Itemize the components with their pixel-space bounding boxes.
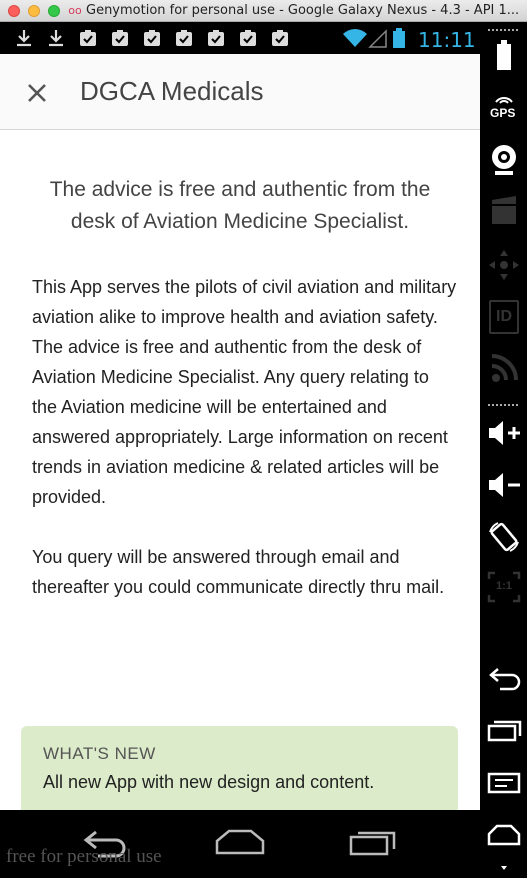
back-icon[interactable] — [486, 662, 522, 696]
whats-new-heading: WHAT'S NEW — [43, 744, 156, 763]
wifi-icon — [342, 28, 368, 48]
rss-feed-icon[interactable] — [486, 352, 522, 386]
clipboard-check-icon — [270, 28, 290, 48]
screencast-clapper-icon[interactable] — [486, 194, 522, 228]
window-title: Genymotion for personal use - Google Galaxy Nexus - 4.3 - API 1... — [86, 3, 520, 18]
volume-up-icon[interactable] — [486, 416, 522, 450]
home-icon[interactable] — [486, 818, 522, 852]
battery-widget-icon[interactable] — [486, 38, 522, 72]
genymotion-logo-icon: oo — [68, 4, 82, 17]
ratio-label: 1:1 — [496, 580, 512, 592]
status-time: 11:11 — [418, 28, 476, 52]
page-title: DGCA Medicals — [80, 76, 264, 106]
battery-icon — [392, 28, 406, 48]
download-icon — [46, 28, 66, 48]
home-icon[interactable] — [214, 828, 266, 856]
signal-icon — [368, 28, 388, 48]
window-titlebar — [0, 0, 527, 22]
device-id-icon[interactable] — [489, 300, 519, 334]
rotate-screen-icon[interactable] — [486, 520, 522, 554]
watermark-text: free for personal use — [6, 846, 162, 867]
window-zoom-button[interactable] — [48, 5, 60, 17]
query-info-paragraph: You query will be answered through email and thereafter you could communicate directly thru mail. — [32, 547, 445, 597]
recent-apps-icon[interactable] — [348, 828, 398, 856]
whats-new-card — [21, 726, 458, 810]
clipboard-check-icon — [78, 28, 98, 48]
device-id-label: ID — [496, 308, 512, 325]
window-close-button[interactable] — [8, 5, 20, 17]
dpad-icon[interactable] — [486, 248, 522, 282]
window-minimize-button[interactable] — [28, 5, 40, 17]
content-area[interactable] — [0, 130, 480, 810]
clipboard-check-icon — [238, 28, 258, 48]
app-bar — [0, 54, 480, 130]
navigation-bar — [0, 810, 480, 878]
clipboard-check-icon — [142, 28, 162, 48]
separator-dots-icon — [486, 402, 522, 408]
status-bar — [0, 22, 480, 54]
pixel-perfect-icon[interactable] — [486, 570, 522, 604]
description-paragraph: This App serves the pilots of civil aviation and military aviation alike to improve health and aviation safety. The advice is free and authentic from the desk of Aviation Medicine Specialist. Any query relating to the Aviation medicine will be entertained and answered appropriately. Large information on recent trends in aviation medicine & related articles will be provided. — [32, 277, 457, 507]
download-icon — [14, 28, 34, 48]
chevron-down-icon[interactable] — [486, 864, 522, 872]
recent-apps-icon[interactable] — [486, 714, 522, 748]
close-icon[interactable] — [22, 78, 52, 108]
gps-widget-icon[interactable] — [486, 92, 522, 126]
menu-icon[interactable] — [486, 766, 522, 800]
clipboard-check-icon — [110, 28, 130, 48]
emulator-sidebar — [480, 22, 527, 878]
webcam-icon[interactable] — [486, 142, 522, 176]
clipboard-check-icon — [206, 28, 226, 48]
gps-label: GPS — [490, 106, 516, 120]
volume-down-icon[interactable] — [486, 468, 522, 502]
whats-new-body: All new App with new design and content. — [43, 772, 375, 792]
clipboard-check-icon — [174, 28, 194, 48]
tagline-text: The advice is free and authentic from the desk of Aviation Medicine Specialist. — [49, 178, 431, 233]
separator-dots-icon — [486, 27, 522, 33]
